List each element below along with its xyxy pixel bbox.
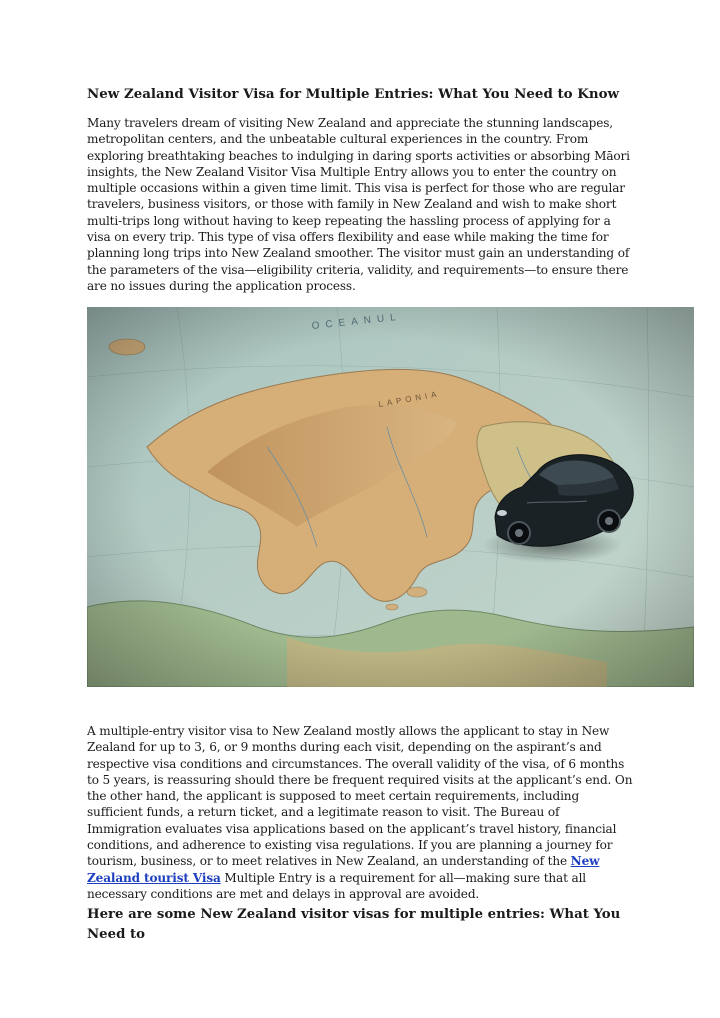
new-zealand-tourist-visa-link[interactable]: New Zealand tourist Visa xyxy=(87,854,600,885)
document-title: New Zealand Visitor Visa for Multiple Entries: What You Need to Know xyxy=(87,86,620,102)
section-subheading: Here are some New Zealand visitor visas for multiple entries: What You Need to xyxy=(87,907,621,942)
details-text-after-link: Multiple Entry is a requirement for all—making sure that all necessary conditions are met and delays in approval are avoided. xyxy=(87,870,587,901)
map-photo-graphic xyxy=(87,307,694,687)
details-paragraph xyxy=(87,723,635,902)
map-with-toy-car-image xyxy=(87,307,694,687)
photo-vignette xyxy=(87,307,694,687)
intro-paragraph: Many travelers dream of visiting New Zealand and appreciate the stunning landscapes, metropolitan centers, and the unbeatable cultural experiences in the country. From exploring breathtaking beaches to indulging in daring sports activities or absorbing Māori insights, the New Zealand Visitor Visa Multiple Entry allows you to enter the country on multiple occasions within a given time limit. This visa is perfect for those who are regular travelers, business visitors, or those with family in New Zealand and wish to make short multi-trips long without having to keep repeating the hassling process of applying for a visa on every trip. This type of visa offers flexibility and ease while making the time for planning long trips into New Zealand smoother. The visitor must gain an understanding of the parameters of the visa—eligibility criteria, validity, and requirements—to ensure there are no issues during the application process. xyxy=(87,116,630,293)
details-text-before-link: A multiple-entry visitor visa to New Zealand mostly allows the applicant to stay in New Zealand for up to 3, 6, or 9 months during each visit, depending on the aspirant’s and respective visa conditions and circumstances. The overall validity of the visa, of 6 months to 5 years, is reassuring should there be frequent required visits at the applicant’s end. On the other hand, the applicant is supposed to meet certain requirements, including sufficient funds, a return ticket, and a legitimate reason to visit. The Bureau of Immigration evaluates visa applications based on the applicant’s travel history, financial conditions, and adherence to existing visa regulations. If you are planning a journey for tourism, business, or to meet relatives in New Zealand, an understanding of the xyxy=(87,724,633,869)
